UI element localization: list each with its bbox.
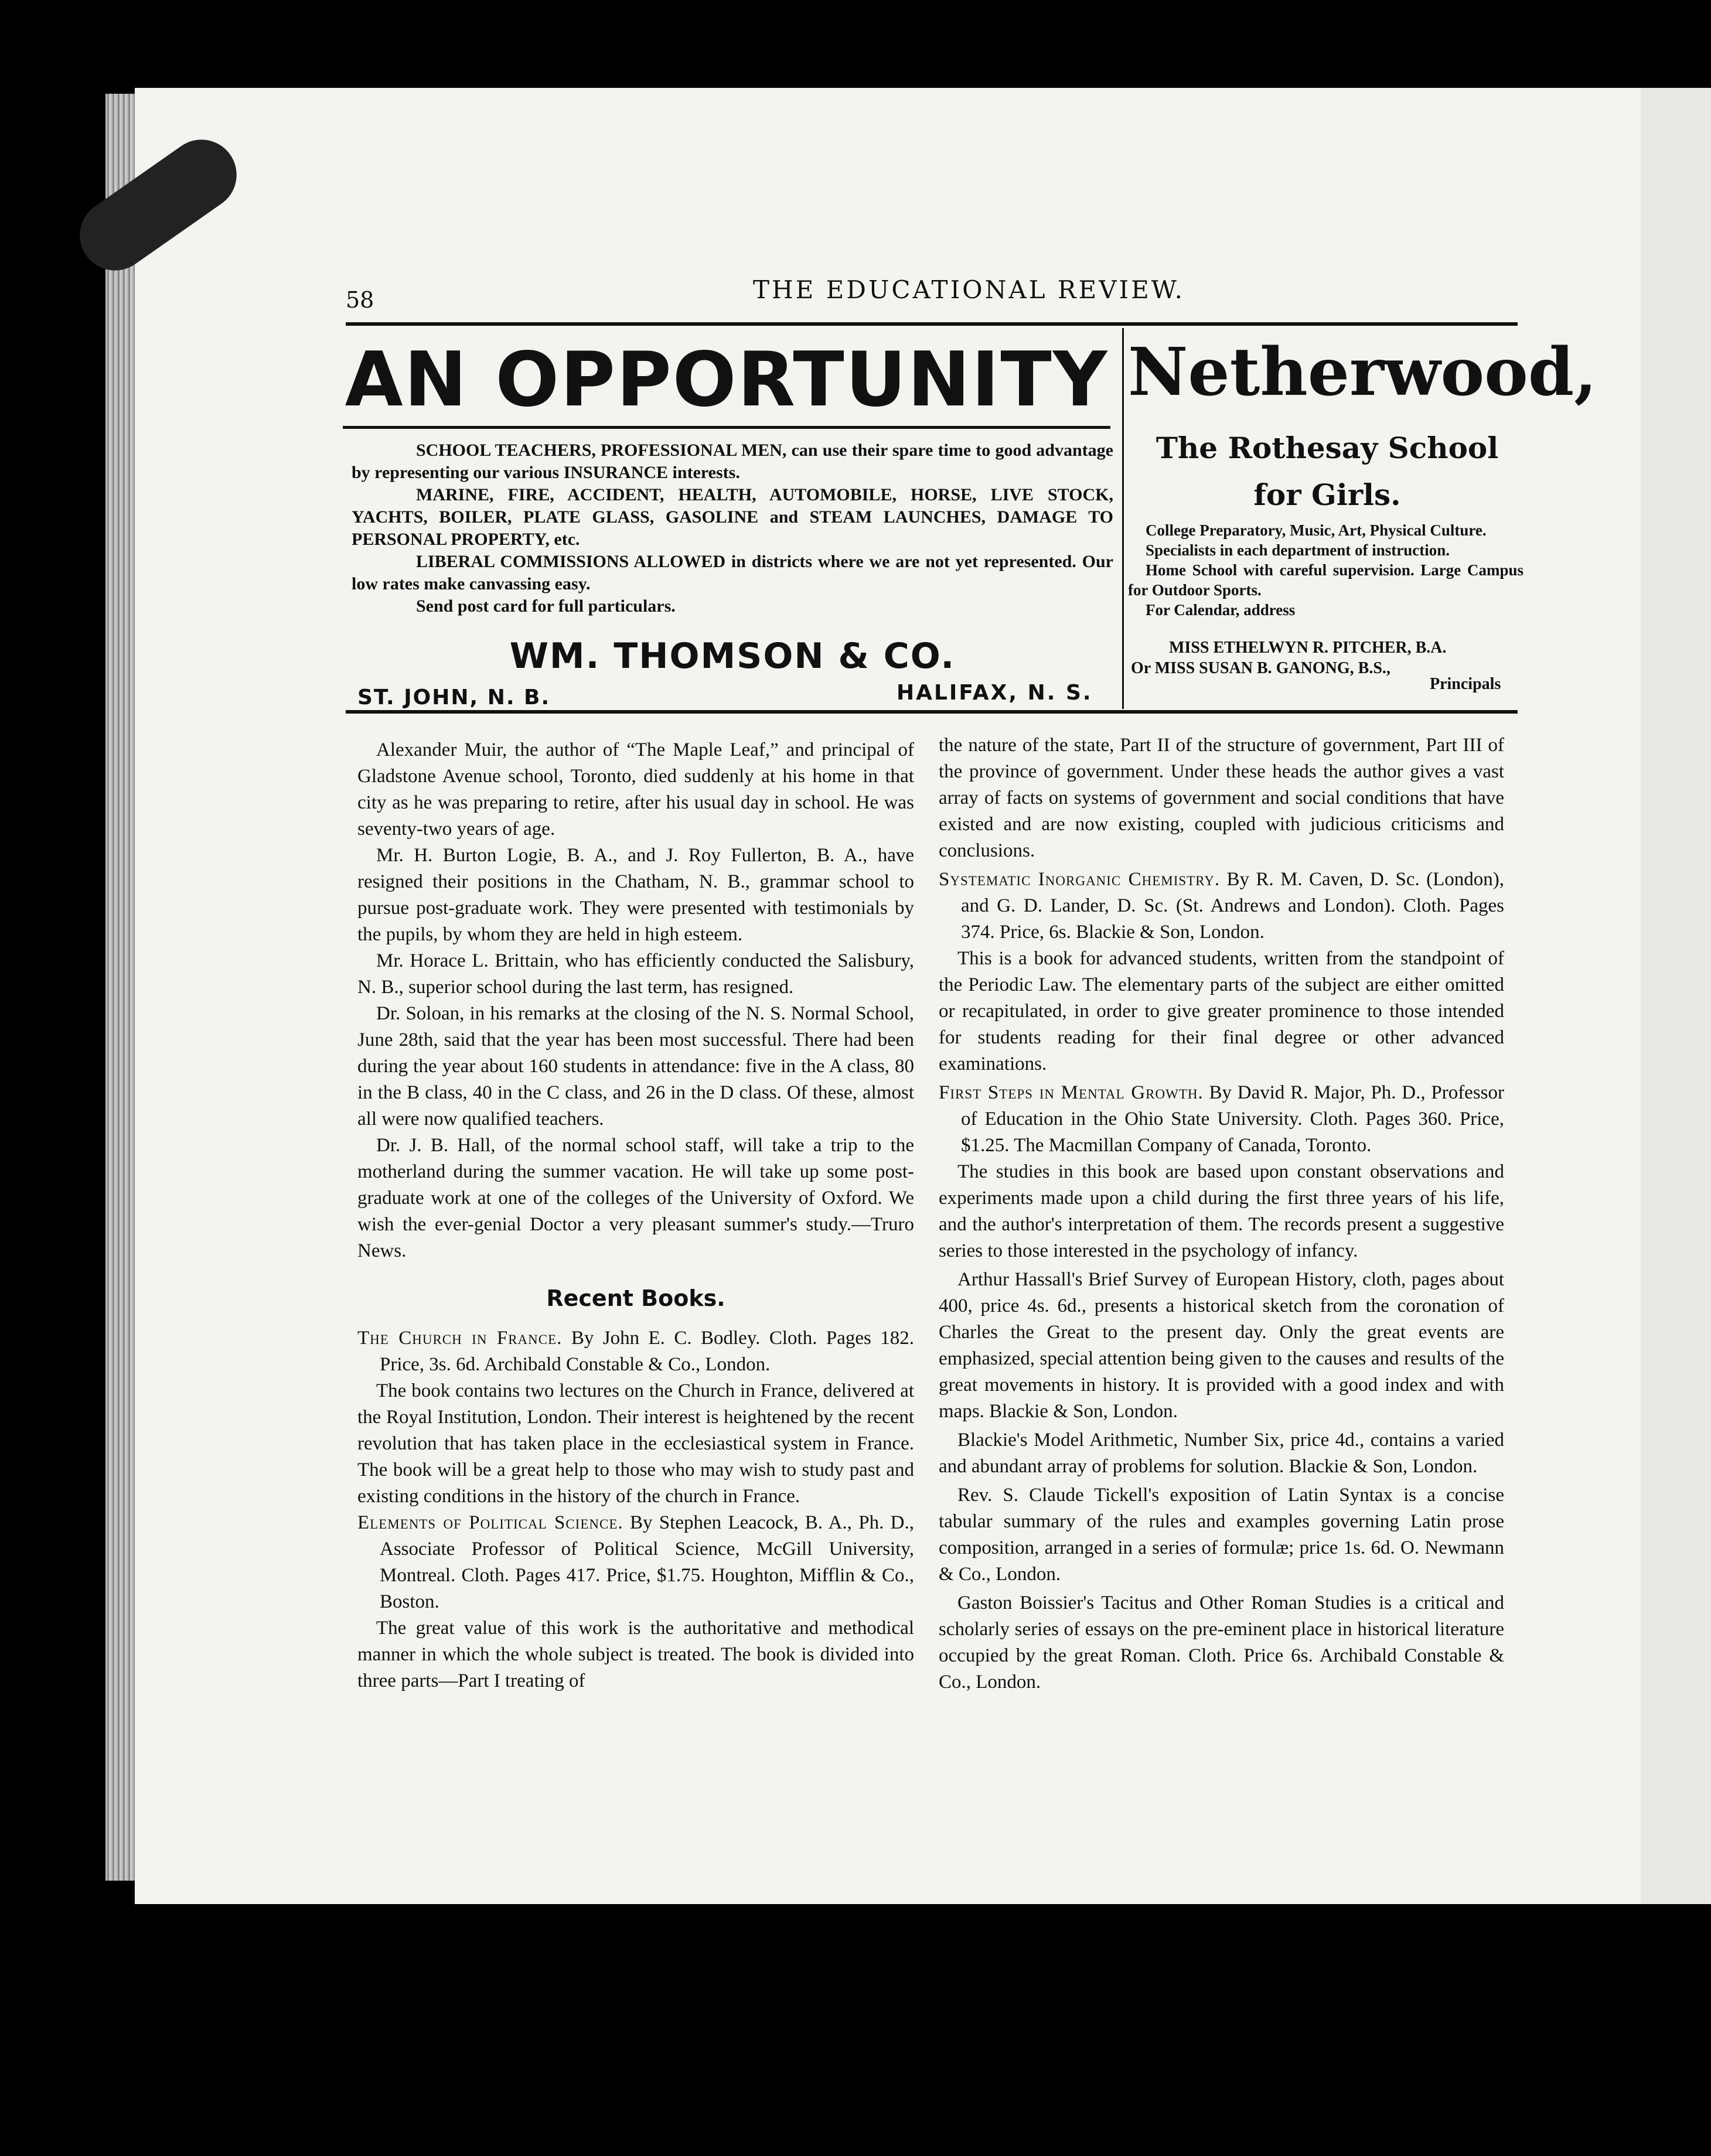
book-notice: Arthur Hassall's Brief Survey of European History, cloth, pages about 400, price 4s. 6d., presents a historical sketch from the coronation of Charles the Great to the present day. Only the great events are emphasized, special attention being given to the causes and results of the great movements in history. It is provided with a good index and with maps. Blackie & Son, London. xyxy=(939,1269,1504,1422)
insurance-ad-paragraph: Send post card for full particulars. xyxy=(416,596,676,616)
insurance-firm-name: WM. THOMSON & CO. xyxy=(509,636,956,677)
book-details: By David R. Major, Ph. D., Professor of Education in the Ohio State University. Cloth. Pages 360. Price, $1.25. The Macmillan Company of Canada, Toronto. xyxy=(961,1082,1505,1156)
school-ad-paragraph: College Preparatory, Music, Art, Physical Culture. xyxy=(1146,521,1487,539)
running-title: THE EDUCATIONAL REVIEW. xyxy=(753,275,1185,304)
book-entry xyxy=(357,1325,914,1378)
school-ad-paragraph: Specialists in each department of instruction. xyxy=(1146,541,1450,559)
book-review: The book contains two lectures on the Church in France, delivered at the Royal Institution, London. Their interest is heightened by the recent revolution that has taken place in the ecclesiastical system in France. The book will be a great help to those who may wish to study past and existing conditions in the history of the church in France. xyxy=(357,1380,914,1507)
insurance-city-halifax: HALIFAX, N. S. xyxy=(897,681,1093,705)
book-title: Systematic Inorganic Chemistry. xyxy=(939,869,1221,890)
school-ad-name: Netherwood, xyxy=(1128,334,1597,411)
principals-label: Principals xyxy=(1430,675,1501,693)
school-ad-subtitle: for Girls. xyxy=(1253,477,1401,512)
book-details: By John E. C. Bodley. Cloth. Pages 182. Price, 3s. 6d. Archibald Constable & Co., London. xyxy=(380,1328,915,1375)
ad-bottom-rule xyxy=(346,710,1518,714)
book-title: Elements of Political Science. xyxy=(357,1512,623,1533)
header-rule xyxy=(346,322,1518,326)
insurance-ad-paragraph: LIBERAL COMMISSIONS ALLOWED in districts where we are not yet represented. Our low rates make canvassing easy. xyxy=(352,552,1113,593)
school-ad-subtitle: The Rothesay School xyxy=(1156,431,1499,465)
news-paragraph: Mr. H. Burton Logie, B. A., and J. Roy Fullerton, B. A., have resigned their positions in the Chatham, N. B., grammar school to pursue post-graduate work. They were presented with testimonials by the pupils, by whom they are held in high esteem. xyxy=(357,845,914,945)
insurance-city-saint-john: ST. JOHN, N. B. xyxy=(357,685,551,709)
book-details: By R. M. Caven, D. Sc. (London), and G. D. Lander, D. Sc. (St. Andrews and London). Cloth. Pages 374. Price, 6s. Blackie & Son, London. xyxy=(961,869,1504,943)
school-principal: MISS ETHELWYN R. PITCHER, B.A. xyxy=(1169,639,1447,657)
news-paragraph: Dr. Soloan, in his remarks at the closing of the N. S. Normal School, June 28th, said that the year has been most successful. There had been during the year about 160 students in attendance: five in the A class, 80 in the B class, 40 in the C class, and 26 in the D class. Of these, almost all were now qualified teachers. xyxy=(357,1003,914,1130)
book-title: First Steps in Mental Growth. xyxy=(939,1082,1204,1103)
insurance-ad-paragraph: SCHOOL TEACHERS, PROFESSIONAL MEN, can use their spare time to good advantage by representing our various INSURANCE interests. xyxy=(352,441,1113,482)
school-ad-paragraph: Home School with careful supervision. Large Campus for Outdoor Sports. xyxy=(1128,561,1523,599)
book-notice: Gaston Boissier's Tacitus and Other Roman Studies is a critical and scholarly series of essays on the pre-eminent place in historical literature occupied by the great Roman. Cloth. Price 6s. Archibald Constable & Co., London. xyxy=(939,1592,1504,1693)
news-paragraph: Dr. J. B. Hall, of the normal school staff, will take a trip to the motherland during the summer vacation. He will take up some post-graduate work at one of the colleges of the University of Oxford. We wish the ever-genial Doctor a very pleasant summer's study.—Truro News. xyxy=(357,1135,914,1261)
insurance-ad-body xyxy=(352,439,1113,618)
book-notice: Rev. S. Claude Tickell's exposition of Latin Syntax is a concise tabular summary of the rules and examples governing Latin prose composition, arranged in a series of formulæ; price 1s. 6d. O. Newmann & Co., London. xyxy=(939,1485,1504,1585)
book-review: The studies in this book are based upon constant observations and experiments made upon a child during the first three years of his life, and the author's interpretation of them. The records present a suggestive series to those interested in the psychology of infancy. xyxy=(939,1161,1504,1261)
book-entry xyxy=(939,1080,1504,1159)
book-review: This is a book for advanced students, written from the standpoint of the Periodic Law. The elementary parts of the subject are either omitted or recapitulated, in order to give greater prominence to those intended for students reading for their final degree or other advanced examinations. xyxy=(939,948,1504,1074)
school-principal: Or MISS SUSAN B. GANONG, B.S., xyxy=(1131,659,1390,677)
news-paragraph: Mr. Horace L. Brittain, who has efficiently conducted the Salisbury, N. B., superior school during the last term, has resigned. xyxy=(357,950,914,998)
right-column xyxy=(939,732,1504,1696)
school-ad-body xyxy=(1128,520,1523,620)
book-notice: Blackie's Model Arithmetic, Number Six, price 4d., contains a varied and abundant array of problems for solution. Blackie & Son, London. xyxy=(939,1430,1504,1477)
recent-books-heading: Recent Books. xyxy=(546,1285,725,1311)
left-column xyxy=(357,737,914,1694)
news-paragraph: Alexander Muir, the author of “The Maple Leaf,” and principal of Gladstone Avenue school, Toronto, died suddenly at his home in that city as he was preparing to retire, after his usual day in school. He was seventy-two years of age. xyxy=(357,739,914,840)
book-entry xyxy=(357,1510,914,1615)
book-details: By Stephen Leacock, B. A., Ph. D., Associate Professor of Political Science, McGill University, Montreal. Cloth. Pages 417. Price, $1.75. Houghton, Mifflin & Co., Boston. xyxy=(380,1512,915,1612)
facing-page-edge xyxy=(1641,88,1711,1904)
book-review-continued: the nature of the state, Part II of the structure of government, Part III of the province of government. Under these heads the author gives a vast array of facts on systems of government and social conditions that have existed and are now existing, coupled with judicious criticisms and conclusions. xyxy=(939,735,1504,861)
book-review: The great value of this work is the authoritative and methodical manner in which the whole subject is treated. The book is divided into three parts—Part I treating of xyxy=(357,1618,914,1691)
insurance-ad-heading: AN OPPORTUNITY xyxy=(343,343,1110,429)
page-number: 58 xyxy=(346,287,374,313)
school-ad-paragraph: For Calendar, address xyxy=(1146,601,1296,619)
insurance-ad-paragraph: MARINE, FIRE, ACCIDENT, HEALTH, AUTOMOBILE, HORSE, LIVE STOCK, YACHTS, BOILER, PLATE GLASS, GASOLINE and STEAM LAUNCHES, DAMAGE TO PERSONAL PROPERTY, etc. xyxy=(352,485,1113,549)
book-entry xyxy=(939,867,1504,946)
ad-divider xyxy=(1122,328,1124,709)
book-title: The Church in France. xyxy=(357,1328,563,1349)
